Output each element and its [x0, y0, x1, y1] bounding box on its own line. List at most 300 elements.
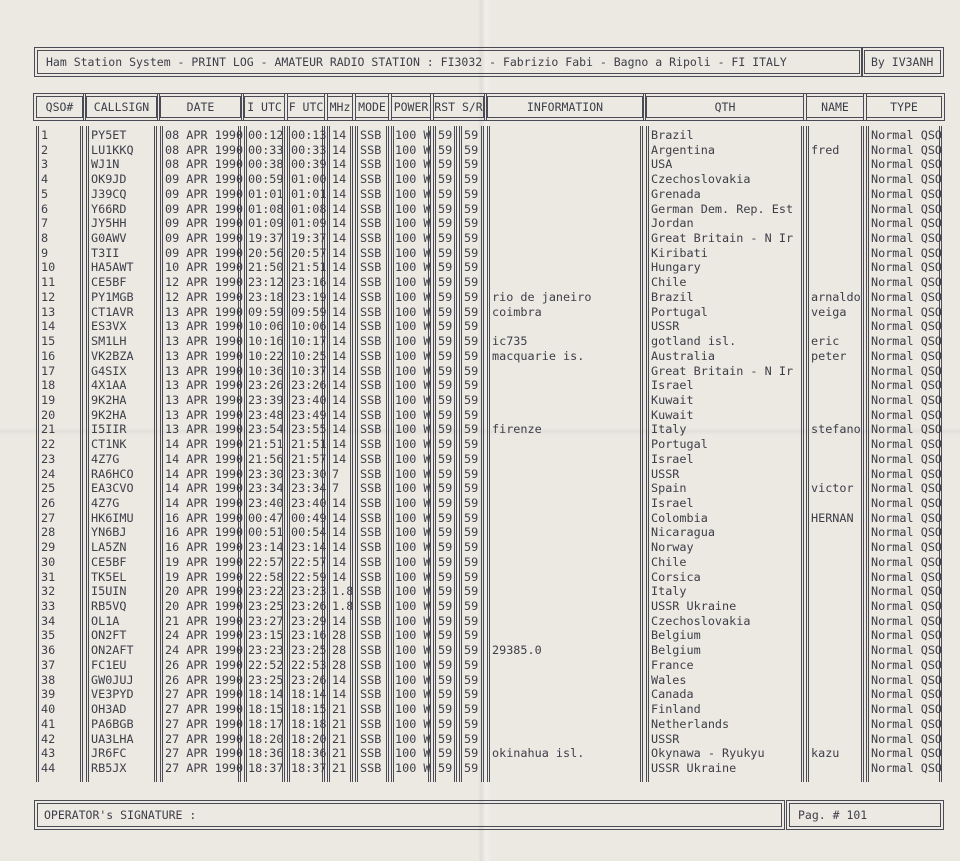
cell-f: 22:59 [291, 569, 327, 584]
cell-n: 29 [41, 540, 56, 555]
cell-f: 23:23 [291, 584, 327, 599]
cell-n: 15 [41, 334, 56, 349]
cell-i: 23:25 [248, 672, 284, 687]
cell-pwr: 100 W [395, 245, 431, 260]
cell-n: 13 [41, 304, 56, 319]
cell-name: victor [811, 481, 854, 496]
cell-pwr: 100 W [395, 260, 431, 275]
cell-rst: 59 [438, 643, 453, 658]
title-box [37, 50, 860, 74]
cell-f: 18:20 [291, 731, 327, 746]
cell-qth: Portugal [651, 304, 708, 319]
cell-f: 21:51 [291, 437, 327, 452]
cell-f: 23:30 [291, 466, 327, 481]
cell-n: 42 [41, 731, 56, 746]
cell-rst: 59 [438, 304, 453, 319]
cell-type: Normal QSO [871, 128, 943, 142]
cell-n: 7 [41, 216, 49, 231]
cell-mode: SSB [360, 363, 382, 378]
cell-mode: SSB [360, 672, 382, 687]
cell-qth: Argentina [651, 142, 715, 157]
log-row [0, 628, 960, 643]
cell-type: Normal QSO [871, 289, 943, 304]
cell-type: Normal QSO [871, 672, 943, 687]
cell-mhz: 28 [332, 657, 347, 672]
cell-mode: SSB [360, 142, 382, 157]
cell-call: 4Z7G [91, 451, 120, 466]
cell-mode: SSB [360, 657, 382, 672]
cell-mode: SSB [360, 231, 382, 246]
cell-f: 23:26 [291, 599, 327, 614]
cell-f: 18:37 [291, 760, 327, 775]
cell-name: eric [811, 334, 840, 349]
cell-qth: gotland isl. [651, 334, 737, 349]
cell-call: CT1AVR [91, 304, 134, 319]
cell-i: 23:23 [248, 643, 284, 658]
cell-qth: Corsica [651, 569, 701, 584]
cell-mhz: 28 [332, 643, 347, 658]
log-row [0, 157, 960, 172]
cell-sr: 59 [464, 334, 479, 349]
cell-mode: SSB [360, 334, 382, 349]
cell-call: I5UIN [91, 584, 127, 599]
cell-mhz: 14 [332, 613, 347, 628]
cell-rst: 59 [438, 334, 453, 349]
cell-n: 27 [41, 510, 56, 525]
log-row [0, 599, 960, 614]
cell-date: 14 APR 1990 [165, 437, 244, 452]
cell-sr: 59 [464, 437, 479, 452]
cell-pwr: 100 W [395, 525, 431, 540]
cell-type: Normal QSO [871, 231, 943, 246]
cell-n: 35 [41, 628, 56, 643]
cell-i: 23:54 [248, 422, 284, 437]
cell-f: 23:34 [291, 481, 327, 496]
cell-pwr: 100 W [395, 702, 431, 717]
cell-i: 10:22 [248, 348, 284, 363]
cell-sr: 59 [464, 245, 479, 260]
cell-type: Normal QSO [871, 378, 943, 393]
column-header-information: INFORMATION [487, 96, 643, 118]
cell-date: 12 APR 1990 [165, 275, 244, 290]
cell-qth: Chile [651, 275, 687, 290]
cell-mode: SSB [360, 760, 382, 775]
cell-type: Normal QSO [871, 216, 943, 231]
cell-call: JY5HH [91, 216, 127, 231]
cell-i: 00:12 [248, 128, 284, 142]
log-row [0, 555, 960, 570]
cell-f: 23:40 [291, 392, 327, 407]
cell-mode: SSB [360, 716, 382, 731]
cell-sr: 59 [464, 260, 479, 275]
cell-i: 00:51 [248, 525, 284, 540]
cell-mode: SSB [360, 186, 382, 201]
cell-n: 9 [41, 245, 49, 260]
cell-i: 23:27 [248, 613, 284, 628]
cell-info: okinahua isl. [492, 746, 585, 761]
cell-rst: 59 [438, 186, 453, 201]
log-row [0, 687, 960, 702]
cell-rst: 59 [438, 584, 453, 599]
cell-type: Normal QSO [871, 186, 943, 201]
cell-mode: SSB [360, 437, 382, 452]
cell-i: 23:25 [248, 599, 284, 614]
log-row [0, 481, 960, 496]
cell-n: 20 [41, 407, 56, 422]
cell-type: Normal QSO [871, 201, 943, 216]
cell-rst: 59 [438, 731, 453, 746]
cell-type: Normal QSO [871, 716, 943, 731]
cell-date: 27 APR 1990 [165, 731, 244, 746]
cell-mhz: 14 [332, 540, 347, 555]
cell-n: 30 [41, 554, 56, 569]
cell-qth: France [651, 657, 694, 672]
cell-call: OH3AD [91, 702, 127, 717]
cell-qth: Okynawa - Ryukyu [651, 746, 765, 761]
cell-pwr: 100 W [395, 407, 431, 422]
cell-i: 18:20 [248, 731, 284, 746]
cell-type: Normal QSO [871, 510, 943, 525]
cell-i: 23:18 [248, 289, 284, 304]
cell-date: 08 APR 1990 [165, 128, 244, 142]
cell-qth: Kuwait [651, 392, 694, 407]
cell-mode: SSB [360, 422, 382, 437]
cell-date: 27 APR 1990 [165, 760, 244, 775]
cell-i: 01:09 [248, 216, 284, 231]
cell-qth: Australia [651, 348, 715, 363]
cell-f: 23:25 [291, 643, 327, 658]
cell-f: 23:26 [291, 378, 327, 393]
log-row [0, 305, 960, 320]
log-row [0, 172, 960, 187]
cell-n: 23 [41, 451, 56, 466]
log-row [0, 290, 960, 305]
cell-call: J39CQ [91, 186, 127, 201]
cell-qth: Italy [651, 422, 687, 437]
log-row [0, 349, 960, 364]
cell-call: WJ1N [91, 157, 120, 172]
cell-date: 13 APR 1990 [165, 348, 244, 363]
cell-i: 18:17 [248, 716, 284, 731]
column-header-mode: MODE [355, 96, 389, 118]
cell-pwr: 100 W [395, 201, 431, 216]
cell-i: 09:59 [248, 304, 284, 319]
log-row [0, 128, 960, 143]
cell-f: 23:14 [291, 540, 327, 555]
cell-qth: Czechoslovakia [651, 613, 751, 628]
cell-f: 23:49 [291, 407, 327, 422]
log-row [0, 202, 960, 217]
cell-sr: 59 [464, 142, 479, 157]
cell-name: veiga [811, 304, 847, 319]
cell-pwr: 100 W [395, 746, 431, 761]
cell-date: 09 APR 1990 [165, 245, 244, 260]
cell-mode: SSB [360, 128, 382, 142]
page-number-box [789, 803, 941, 827]
cell-date: 21 APR 1990 [165, 613, 244, 628]
cell-call: FC1EU [91, 657, 127, 672]
cell-qth: Belgium [651, 643, 701, 658]
cell-type: Normal QSO [871, 687, 943, 702]
cell-f: 01:01 [291, 186, 327, 201]
cell-rst: 59 [438, 657, 453, 672]
cell-qth: Nicaragua [651, 525, 715, 540]
cell-call: ON2FT [91, 628, 127, 643]
cell-i: 18:14 [248, 687, 284, 702]
cell-type: Normal QSO [871, 466, 943, 481]
cell-sr: 59 [464, 186, 479, 201]
cell-call: RB5VQ [91, 599, 127, 614]
cell-n: 14 [41, 319, 56, 334]
cell-type: Normal QSO [871, 584, 943, 599]
cell-rst: 59 [438, 201, 453, 216]
cell-info: rio de janeiro [492, 289, 592, 304]
cell-date: 14 APR 1990 [165, 451, 244, 466]
cell-sr: 59 [464, 569, 479, 584]
cell-qth: German Dem. Rep. Est [651, 201, 794, 216]
log-row [0, 732, 960, 747]
cell-mhz: 14 [332, 334, 347, 349]
cell-call: RA6HCO [91, 466, 134, 481]
cell-mhz: 14 [332, 407, 347, 422]
cell-i: 18:15 [248, 702, 284, 717]
cell-type: Normal QSO [871, 702, 943, 717]
cell-date: 16 APR 1990 [165, 540, 244, 555]
cell-mhz: 14 [332, 231, 347, 246]
cell-rst: 59 [438, 613, 453, 628]
cell-i: 22:57 [248, 554, 284, 569]
cell-sr: 59 [464, 716, 479, 731]
cell-mode: SSB [360, 613, 382, 628]
cell-mode: SSB [360, 378, 382, 393]
cell-pwr: 100 W [395, 128, 431, 142]
cell-f: 01:08 [291, 201, 327, 216]
cell-call: 4X1AA [91, 378, 127, 393]
cell-sr: 59 [464, 525, 479, 540]
cell-pwr: 100 W [395, 628, 431, 643]
cell-rst: 59 [438, 466, 453, 481]
cell-mode: SSB [360, 201, 382, 216]
cell-f: 23:19 [291, 289, 327, 304]
cell-date: 09 APR 1990 [165, 186, 244, 201]
cell-mhz: 14 [332, 172, 347, 187]
cell-name: HERNAN [811, 510, 854, 525]
cell-date: 27 APR 1990 [165, 702, 244, 717]
cell-mhz: 14 [332, 451, 347, 466]
cell-mode: SSB [360, 260, 382, 275]
cell-mode: SSB [360, 319, 382, 334]
page-number-label: Pag. # 101 [798, 808, 868, 822]
cell-n: 16 [41, 348, 56, 363]
cell-f: 23:26 [291, 672, 327, 687]
cell-qth: Italy [651, 584, 687, 599]
cell-type: Normal QSO [871, 392, 943, 407]
cell-f: 18:15 [291, 702, 327, 717]
cell-call: ES3VX [91, 319, 127, 334]
log-row [0, 658, 960, 673]
cell-rst: 59 [438, 422, 453, 437]
column-header-type: TYPE [866, 96, 942, 118]
cell-i: 20:56 [248, 245, 284, 260]
cell-n: 25 [41, 481, 56, 496]
cell-n: 32 [41, 584, 56, 599]
cell-date: 14 APR 1990 [165, 496, 244, 510]
cell-mode: SSB [360, 481, 382, 496]
cell-type: Normal QSO [871, 554, 943, 569]
cell-n: 8 [41, 231, 49, 246]
cell-date: 14 APR 1990 [165, 466, 244, 481]
log-row [0, 584, 960, 599]
cell-mhz: 14 [332, 260, 347, 275]
cell-qth: Israel [651, 496, 694, 510]
cell-rst: 59 [438, 746, 453, 761]
cell-i: 10:06 [248, 319, 284, 334]
cell-type: Normal QSO [871, 348, 943, 363]
cell-n: 21 [41, 422, 56, 437]
cell-mhz: 14 [332, 496, 347, 510]
cell-call: VK2BZA [91, 348, 134, 363]
cell-sr: 59 [464, 554, 479, 569]
cell-call: SM1LH [91, 334, 127, 349]
cell-mode: SSB [360, 540, 382, 555]
cell-f: 01:00 [291, 172, 327, 187]
cell-mode: SSB [360, 275, 382, 290]
cell-qth: Canada [651, 687, 694, 702]
log-title: Ham Station System - PRINT LOG - AMATEUR RADIO STATION : FI3032 - Fabrizio Fabi - Bagno a Ripoli - FI ITALY [46, 55, 787, 69]
cell-mhz: 14 [332, 304, 347, 319]
column-header-qso: QSO# [36, 96, 83, 118]
cell-pwr: 100 W [395, 319, 431, 334]
cell-sr: 59 [464, 128, 479, 142]
cell-type: Normal QSO [871, 422, 943, 437]
cell-call: ON2AFT [91, 643, 134, 658]
cell-sr: 59 [464, 613, 479, 628]
log-row [0, 393, 960, 408]
cell-sr: 59 [464, 304, 479, 319]
cell-mode: SSB [360, 172, 382, 187]
cell-name: kazu [811, 746, 840, 761]
cell-pwr: 100 W [395, 584, 431, 599]
cell-mhz: 14 [332, 216, 347, 231]
log-row [0, 364, 960, 379]
cell-mhz: 14 [332, 157, 347, 172]
log-row [0, 334, 960, 349]
signature-box [37, 803, 782, 827]
cell-rst: 59 [438, 569, 453, 584]
cell-f: 18:36 [291, 746, 327, 761]
cell-mhz: 21 [332, 716, 347, 731]
cell-f: 10:06 [291, 319, 327, 334]
cell-type: Normal QSO [871, 157, 943, 172]
cell-call: JR6FC [91, 746, 127, 761]
cell-sr: 59 [464, 628, 479, 643]
cell-pwr: 100 W [395, 186, 431, 201]
cell-pwr: 100 W [395, 289, 431, 304]
cell-date: 26 APR 1990 [165, 672, 244, 687]
cell-sr: 59 [464, 687, 479, 702]
cell-sr: 59 [464, 392, 479, 407]
cell-rst: 59 [438, 216, 453, 231]
log-row [0, 143, 960, 158]
cell-sr: 59 [464, 540, 479, 555]
cell-mhz: 14 [332, 289, 347, 304]
cell-pwr: 100 W [395, 613, 431, 628]
cell-type: Normal QSO [871, 275, 943, 290]
cell-qth: USSR [651, 731, 680, 746]
column-header-mhz: MHz [327, 96, 353, 118]
cell-name: arnaldo [811, 289, 861, 304]
cell-rst: 59 [438, 363, 453, 378]
cell-type: Normal QSO [871, 451, 943, 466]
cell-i: 23:12 [248, 275, 284, 290]
cell-sr: 59 [464, 201, 479, 216]
cell-i: 21:51 [248, 437, 284, 452]
cell-n: 44 [41, 760, 56, 775]
cell-sr: 59 [464, 289, 479, 304]
cell-i: 23:40 [248, 496, 284, 510]
cell-sr: 59 [464, 584, 479, 599]
cell-mhz: 14 [332, 569, 347, 584]
cell-qth: Netherlands [651, 716, 730, 731]
cell-pwr: 100 W [395, 378, 431, 393]
cell-f: 20:57 [291, 245, 327, 260]
cell-n: 2 [41, 142, 49, 157]
cell-pwr: 100 W [395, 437, 431, 452]
cell-f: 21:57 [291, 451, 327, 466]
cell-n: 17 [41, 363, 56, 378]
cell-date: 13 APR 1990 [165, 378, 244, 393]
cell-call: G4SIX [91, 363, 127, 378]
cell-date: 13 APR 1990 [165, 334, 244, 349]
cell-type: Normal QSO [871, 319, 943, 334]
log-row [0, 187, 960, 202]
cell-mode: SSB [360, 304, 382, 319]
cell-rst: 59 [438, 672, 453, 687]
cell-n: 26 [41, 496, 56, 510]
cell-name: stefano [811, 422, 861, 437]
cell-n: 3 [41, 157, 49, 172]
cell-rst: 59 [438, 481, 453, 496]
cell-mode: SSB [360, 731, 382, 746]
cell-date: 13 APR 1990 [165, 407, 244, 422]
cell-mode: SSB [360, 569, 382, 584]
column-header-date: DATE [160, 96, 241, 118]
cell-sr: 59 [464, 348, 479, 363]
column-header-f-utc: F UTC [287, 96, 325, 118]
cell-n: 31 [41, 569, 56, 584]
cell-i: 00:33 [248, 142, 284, 157]
cell-sr: 59 [464, 319, 479, 334]
cell-rst: 59 [438, 392, 453, 407]
cell-pwr: 100 W [395, 334, 431, 349]
log-row [0, 570, 960, 585]
cell-call: Y66RD [91, 201, 127, 216]
cell-pwr: 100 W [395, 231, 431, 246]
cell-qth: Grenada [651, 186, 701, 201]
cell-f: 21:51 [291, 260, 327, 275]
cell-qth: Kuwait [651, 407, 694, 422]
cell-qth: Hungary [651, 260, 701, 275]
cell-type: Normal QSO [871, 260, 943, 275]
author-box [864, 50, 941, 74]
cell-i: 01:08 [248, 201, 284, 216]
column-header-callsign: CALLSIGN [86, 96, 157, 118]
cell-pwr: 100 W [395, 348, 431, 363]
cell-mhz: 14 [332, 348, 347, 363]
cell-rst: 59 [438, 525, 453, 540]
cell-mode: SSB [360, 687, 382, 702]
cell-n: 1 [41, 128, 49, 142]
